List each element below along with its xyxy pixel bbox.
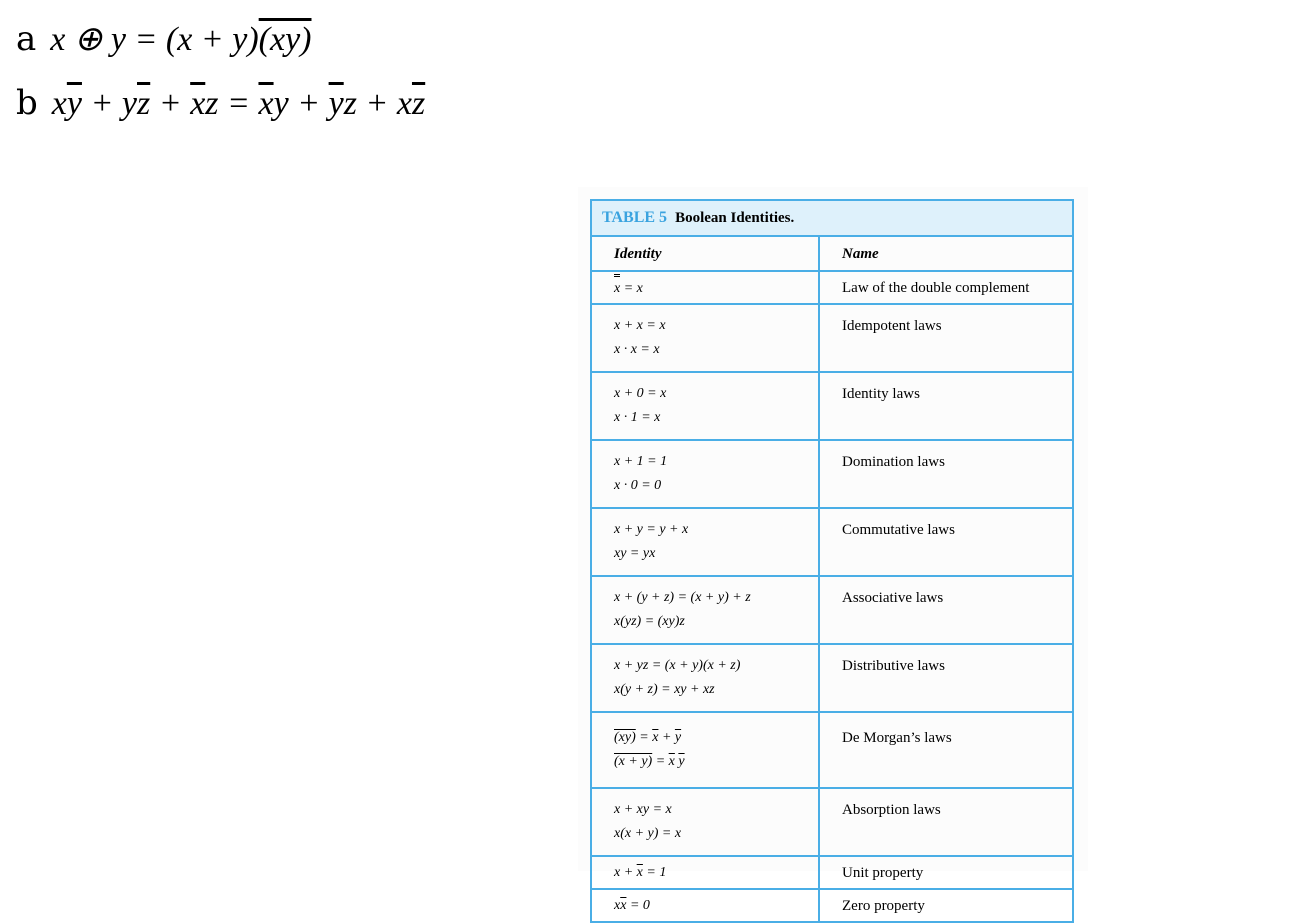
table-row xyxy=(591,304,1073,372)
identity-cell: x + 1 = 1 x · 0 = 0 xyxy=(591,440,819,508)
boolean-identities-table-image xyxy=(578,187,1088,914)
problem-a-complement: (xy) xyxy=(258,21,312,58)
identity-cell: $x\overline{x} = 0$ xyxy=(591,889,819,922)
header-identity: Identity xyxy=(591,236,819,271)
problem-b-expression: $x\overline{y} + y\overline{z} + \overline{x}z = \overline{x}y + \overline{y}z + x\overline{z}$ xyxy=(51,85,426,122)
identity-cell: $x + \overline{x} = 1$ xyxy=(591,856,819,889)
identity-cell: $(xy) = \overline{x} + \overline{y}$ $(x + y) = \overline{x}$ $\overline{y}$ xyxy=(591,712,819,788)
identity-cell: x + 0 = x x · 1 = x xyxy=(591,372,819,440)
problem-b-label: b xyxy=(16,83,38,123)
table-row xyxy=(591,788,1073,856)
name-cell: Commutative laws xyxy=(819,508,1073,576)
header-name: Name xyxy=(819,236,1073,271)
identity-cell: x + x = x x · x = x xyxy=(591,304,819,372)
table-row xyxy=(591,508,1073,576)
identity-cell: x + (y + z) = (x + y) + z x(yz) = (xy)z xyxy=(591,576,819,644)
name-cell: Domination laws xyxy=(819,440,1073,508)
name-cell: Absorption laws xyxy=(819,788,1073,856)
table-row xyxy=(591,576,1073,644)
name-cell: Idempotent laws xyxy=(819,304,1073,372)
table-row xyxy=(591,644,1073,712)
table-row xyxy=(591,372,1073,440)
problem-a xyxy=(16,19,312,59)
table-number: TABLE 5 xyxy=(602,209,668,226)
boolean-identities-table xyxy=(590,199,1074,923)
table-title: Boolean Identities. xyxy=(675,210,795,226)
identity-cell: x + y = y + x xy = yx xyxy=(591,508,819,576)
problem-b xyxy=(16,83,426,123)
name-cell: Zero property xyxy=(819,889,1073,922)
name-cell: Identity laws xyxy=(819,372,1073,440)
name-cell: Law of the double complement xyxy=(819,271,1073,304)
table-row xyxy=(591,271,1073,304)
table-row xyxy=(591,712,1073,788)
name-cell: Distributive laws xyxy=(819,644,1073,712)
problem-a-lhs: x ⊕ y = (x + y) xyxy=(50,21,259,58)
table-row xyxy=(591,440,1073,508)
identity-cell: x + xy = x x(x + y) = x xyxy=(591,788,819,856)
identity-cell: x + yz = (x + y)(x + z) x(y + z) = xy + xz xyxy=(591,644,819,712)
name-cell: Associative laws xyxy=(819,576,1073,644)
table-caption xyxy=(591,200,1073,236)
problem-a-label: a xyxy=(16,19,37,59)
name-cell: Unit property xyxy=(819,856,1073,889)
name-cell: De Morgan’s laws xyxy=(819,712,1073,788)
table-row xyxy=(591,856,1073,889)
identity-cell: x = x xyxy=(591,271,819,304)
table-row xyxy=(591,889,1073,922)
